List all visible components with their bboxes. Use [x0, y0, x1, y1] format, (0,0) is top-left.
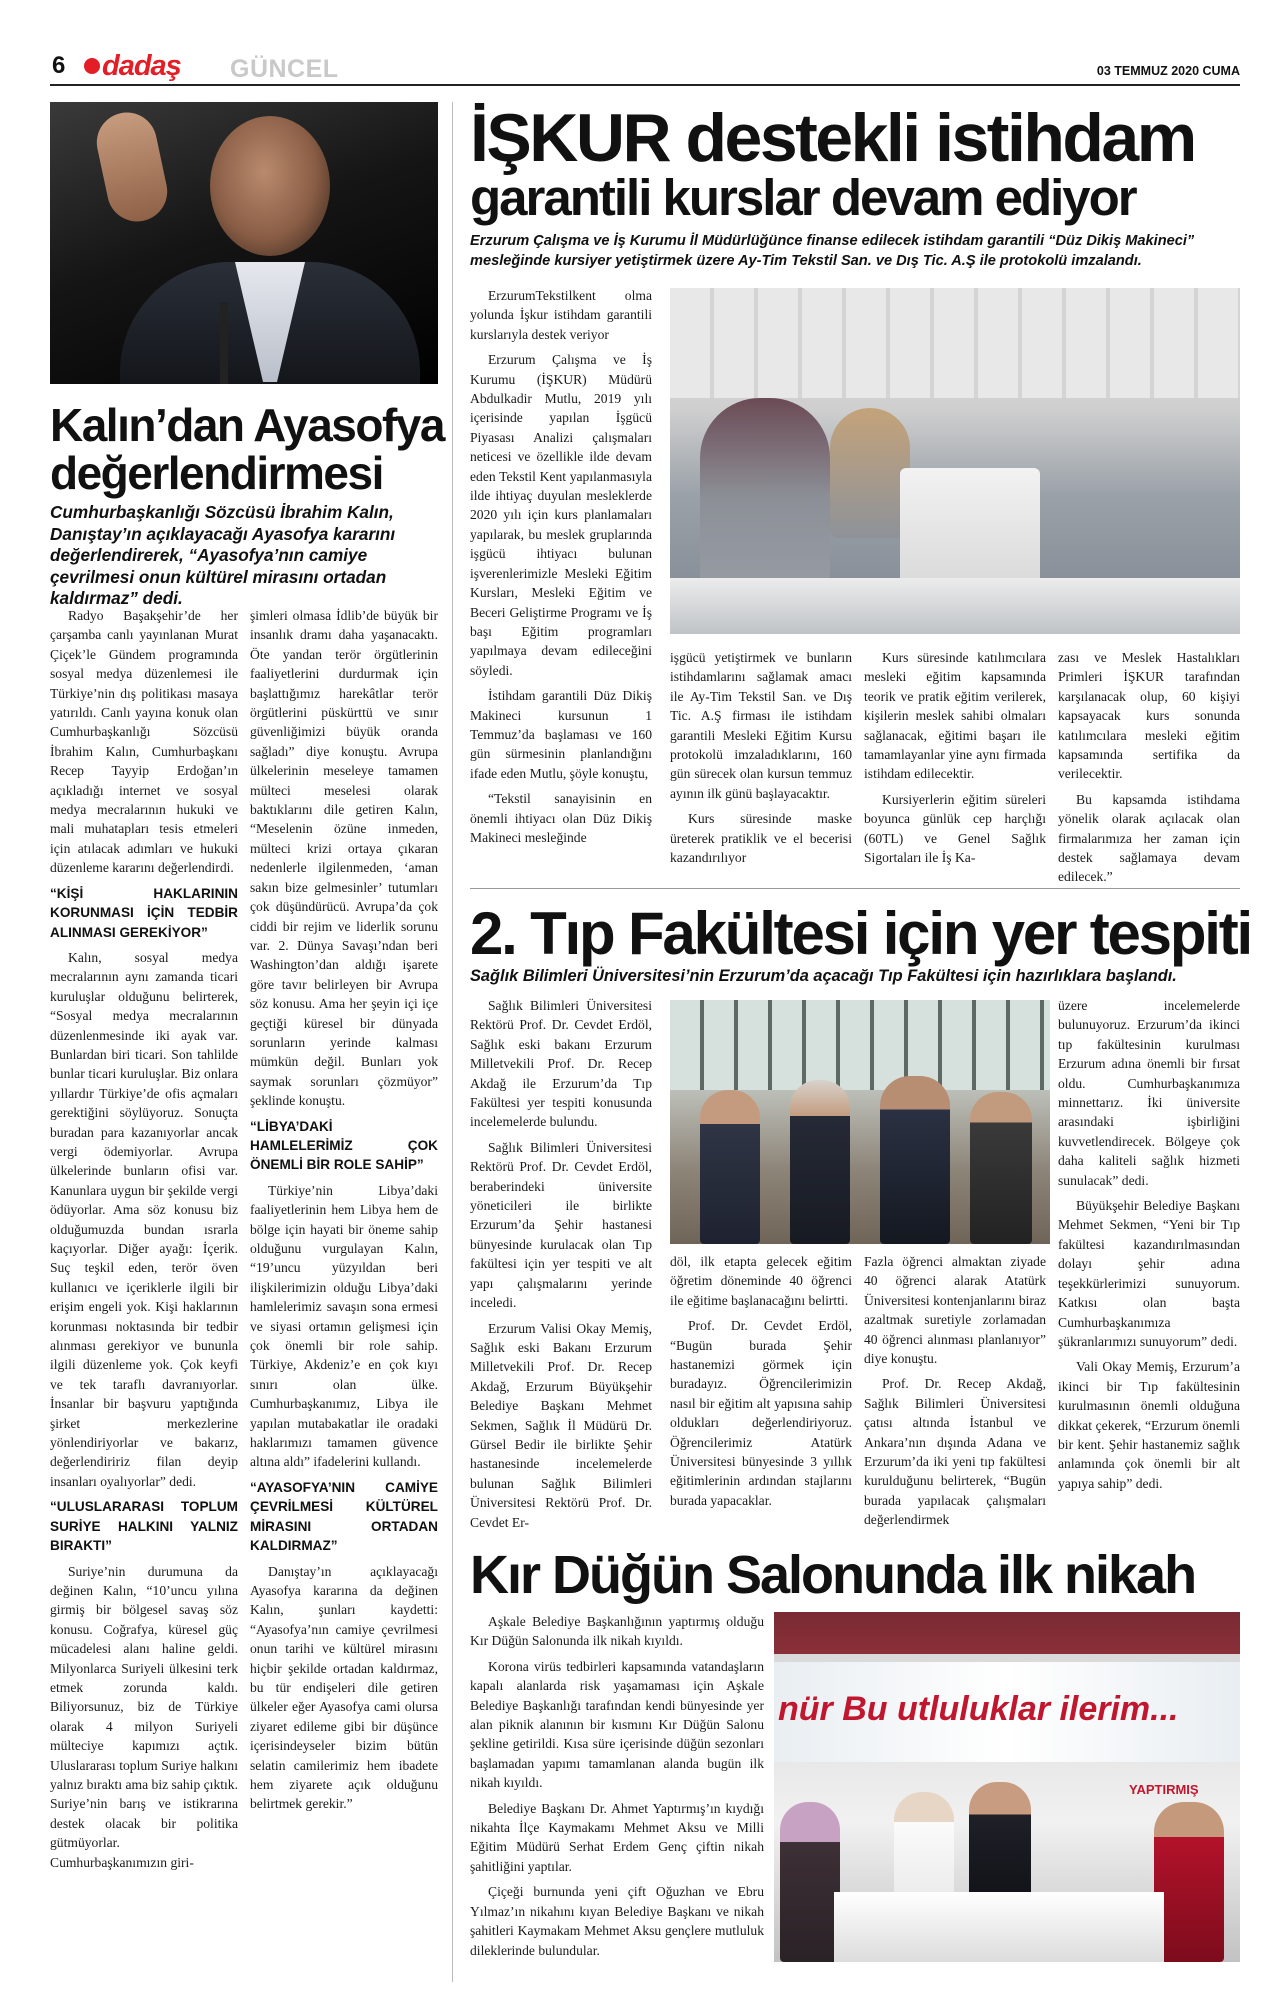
tip-paragraph: Sağlık Bilimleri Üniversitesi Rektörü Prof. Dr. Cevdet Erdöl, beraberindeki üniversite yöneticileri ile birlikte Erzurum’da Şehir hastanesi bünyesinde kurulacak olan Tıp fakültesi için yer tespiti ve alt yapı çalışmalarını yerinde inceledi. — [470, 1139, 652, 1311]
kalin-title-line1: Kalın’dan Ayasofya — [50, 399, 444, 451]
iskur-deck: Erzurum Çalışma ve İş Kurumu İl Müdürlüğünce finanse edilecek istihdam garantili “Düz Dikiş Makineci” mesleğinde kursiyer yetiştirmek üzere Ay-Tim Tekstil San. ve Dış Tic. A.Ş ile protokolü imzalandı. — [470, 233, 1195, 269]
tip-column-2 — [670, 1252, 852, 1510]
kalin-paragraph: Suriye’nin durumuna da değinen Kalın, “10’uncu yılına girmiş bir bölgesel savaş söz konusu. Coğrafya, küresel güç mücadelesi alanı haline geldi. Milyonlarca Suriyeli ülkesini terk etmek zorunda kaldı. Biliyorsunuz, biz de Türkiye olarak 4 milyon Suriyeli mülteciye kapımızı açtık. Uluslararası toplum Suriye halkını yalnız bıraktı ama biz sahip çıktık. Suriye’nin barış ve istikrarına destek olacak bir politika gütmüyorlar. Cumhurbaşkanımızın giri- — [50, 1563, 238, 1870]
brand-logo — [84, 49, 181, 82]
photo-head — [210, 116, 330, 256]
kalin-deck: Cumhurbaşkanlığı Sözcüsü İbrahim Kalın, Danıştay’ın açıklayacağı Ayasofya kararını değerlendirerek, “Ayasofya’nın camiye çevrilmesi onun kültürel mirasını ortadan kaldırmaz” dedi. — [50, 502, 396, 608]
brand-name: dadaş — [102, 49, 181, 82]
section-rule — [470, 888, 1240, 889]
photo-ceiling — [670, 288, 1240, 398]
kalin-column-2 — [250, 606, 438, 1814]
page-number: 6 — [52, 52, 66, 79]
kalin-subheading: “KİŞİ HAKLARININ KORUNMASI İÇİN TEDBİR ALINMASI GEREKİYOR” — [50, 885, 238, 940]
brand-star-icon — [84, 58, 100, 74]
iskur-paragraph: Kurs süresinde maske üreterek pratiklik ve el becerisi kazandırılıyor — [670, 811, 852, 866]
tip-paragraph: üzere incelemelerde bulunuyoruz. Erzurum’da ikinci tıp fakültesinin kurulması Erzurum adına önemli bir fırsat oldu. Cumhurbaşkanımıza minnettarız. İki üniversite arasındaki işbirliğini kuvvetlendirecek. Bölgeye çok daha kaliteli sağlık hizmeti sunulacak” dedi. — [1058, 998, 1240, 1188]
kir-paragraph: Çiçeği burnunda yeni çift Oğuzhan ve Ebru Yılmaz’ın nikahını kıyan Belediye Başkanı ve nikah şahitleri Kaymakam Mehmet Aksu gençlere mutluluk dileklerinde bulundular. — [470, 1884, 764, 1958]
photo-worker-2 — [830, 408, 910, 538]
photo-microphone — [220, 302, 228, 384]
kir-paragraph: Korona virüs tedbirleri kapsamında vatandaşların kapalı alanlarda risk yaşamaması için Aşkale Belediye Başkanlığı tarafından kendi bünyesinde yer alan piknik alanının bir kısmını Kır Düğün Salonu şekline getirildi. Kısa süre içerisinde düğün sezonları başlamadan yapımı tamamlanan alanda bugün ilk nikah kıyıldı. — [470, 1658, 764, 1791]
kalin-subheading: “LİBYA’DAKİ HAMLELERİMİZ ÇOK ÖNEMLİ BİR ROLE SAHİP” — [250, 1118, 438, 1173]
photo-person-3 — [880, 1076, 950, 1244]
tip-photo — [670, 1000, 1050, 1244]
photo-hand — [91, 107, 173, 227]
photo-sewing-machine — [900, 468, 1040, 588]
kalin-photo — [50, 102, 438, 384]
photo-person-4 — [970, 1092, 1032, 1244]
photo-person-2 — [790, 1080, 850, 1244]
iskur-paragraph: işgücü yetiştirmek ve bunların istihdamlarını sağlamak amacı ile Ay-Tim Tekstil San. ve Dış Tic. A.Ş firması ile istihdam garantili Mesleki Eğitim Kursu protokolü imzaladıklarını, 160 gün sürecek olan kursun temmuz ayının ilk günü başlayacaktır. — [670, 650, 852, 801]
iskur-paragraph: İstihdam garantili Düz Dikiş Makineci kursunun 1 Temmuz’da başlaması ve 160 gün sürmesinin planlandığını ifade eden Mutlu, şöyle konuştu, — [470, 688, 652, 781]
header-rule — [50, 84, 1240, 86]
kalin-paragraph: şimleri olmasa İdlib’de büyük bir insanlık dramı daha yaşanacaktı. Öte yandan terör örgütlerinin faaliyetlerini durdurmak için başlattığımız harekâtlar terör örgütlerini püskürttü ve sınır güvenliğimizi büyük oranda sağladı” diye konuştu. Avrupa ülkelerinin meseleye tamamen mülteci meselesi olarak baktıklarını dile getiren Kalın, “Meselenin özüne inmeden, mülteci krizi ortaya çıkaran nedenlerle ilgilenmeden, ‘aman sakın bize gelmesinler’ tutumları çok düşündürücü. Avrupa’da çok ciddi bir rejim ve liderlik sorunu var. 2. Dünya Savaşı’ndan beri Washington’dan aldığı işarete göre tavır belirleyen bir Avrupa söz konusu. Ama her şeyin içi içe geçtiği küresel bir dünyada sorunların yerinde kalması mümkün değil. Bunları yok saymak sorunları çözmüyor” şeklinde konuştu. — [250, 608, 438, 1109]
tip-paragraph: Erzurum Valisi Okay Memiş, Sağlık eski Bakanı Erzurum Milletvekili Prof. Dr. Recep Akdağ, Erzurum Büyükşehir Belediye Başkanı Mehmet Sekmen, Sağlık İl Müdürü Dr. Gürsel Bedir ile birlikte Şehir hastanesinde incelemelerde bulunan Sağlık Bilimleri Üniversitesi Rektörü Prof. Dr. Cevdet Er- — [470, 1320, 652, 1530]
photo-person-1 — [700, 1090, 760, 1244]
kalin-subheading: “AYASOFYA’NIN CAMİYE ÇEVRİLMESİ KÜLTÜREL MİRASINI ORTADAN KALDIRMAZ” — [250, 1479, 438, 1554]
iskur-paragraph: zası ve Meslek Hastalıkları Primleri İŞKUR tarafından karşılanacak olup, 60 kişiyi kapsayacak kurs sonunda katılımcılara mesleki eğitim kapsamında sertifika da verilecektir. — [1058, 650, 1240, 782]
kalin-paragraph: Radyo Başakşehir’de her çarşamba canlı yayınlanan Murat Çiçek’le Gündem programında sosyal medya düzenlemesi ile Türkiye’nin dış politikası masaya yatırıldı. Canlı yayına konuk olan Cumhurbaşkanlığı Sözcüsü İbrahim Kalın, Cumhurbaşkanı Recep Tayyip Erdoğan’ın açıkladığı internet ve sosyal medya mecralarının hukuki ve mali muhatapları tesis etmeleri için atılacak adımları ve hukuki düzenleme kararını değerlendirdi. — [50, 608, 238, 876]
kir-paragraph: Aşkale Belediye Başkanlığının yaptırmış olduğu Kır Düğün Salonunda ilk nikah kıyıldı. — [470, 1614, 764, 1649]
tip-paragraph: Fazla öğrenci almaktan ziyade 40 öğrenci alarak Atatürk Üniversitesi kontenjanlarını biraz azaltmak suretiyle zorlamadan 40 öğrenci alınması planlanıyor” diye konuştu. — [864, 1254, 1046, 1367]
tip-paragraph: Prof. Dr. Recep Akdağ, Sağlık Bilimleri Üniversitesi çatısı altında İstanbul ve Ankara’nın dışında Adana ve Erzurum’da iki yeni tıp fakültesi kurulduğunu belirterek, “Bugün burada yapılacak çalışmaları değerlendirmek — [864, 1376, 1046, 1528]
column-divider — [452, 102, 453, 1982]
photo-guest — [780, 1802, 840, 1962]
kir-photo — [774, 1612, 1240, 1962]
tip-paragraph: Büyükşehir Belediye Başkanı Mehmet Sekmen, “Yeni bir Tıp fakültesi kazandırılmasından dolayı şehir adına teşekkürlerimizi sunuyorum. Katkısı olan başta Cumhurbaşkanımıza şükranlarımızı sunuyorum” dedi. — [1058, 1198, 1240, 1349]
kir-column — [470, 1612, 764, 1960]
issue-date: 03 TEMMUZ 2020 CUMA — [1096, 64, 1240, 78]
iskur-paragraph: “Tekstil sanayisinin en önemli ihtiyacı olan Düz Dikiş Makineci mesleğinde — [470, 791, 652, 845]
tip-column-3 — [864, 1252, 1046, 1530]
photo-official — [1154, 1802, 1224, 1962]
iskur-title-line2: garantili kurslar devam ediyor — [470, 169, 1136, 226]
section-label: GÜNCEL — [230, 55, 339, 83]
photo-windows — [670, 1000, 1050, 1090]
iskur-column-4 — [1058, 648, 1240, 887]
photo-wedding-table — [834, 1892, 1164, 1962]
tip-paragraph: Sağlık Bilimleri Üniversitesi Rektörü Prof. Dr. Cevdet Erdöl, Sağlık eski bakanı Erzurum Milletvekili Prof. Dr. Recep Akdağ ile Erzurum’da Tıp Fakültesi yer tespiti konusunda incelemelerde bulundu. — [470, 998, 652, 1130]
photo-table — [670, 578, 1240, 634]
kalin-title-line2: değerlendirmesi — [50, 447, 383, 499]
tip-paragraph: Prof. Dr. Cevdet Erdöl, “Bugün burada Şehir hastanemizi görmek için buradayız. Öğrencilerimizin nasıl bir eğitim alt yapısına sahip oldukları değerlendiriyoruz. Öğrencilerimiz Atatürk Üniversitesi bünyesinde 3 yıllık eğitimlerinin ardından stajlarını burada yapacaklar. — [670, 1318, 852, 1508]
iskur-title-line1: İŞKUR destekli istihdam — [470, 100, 1195, 176]
iskur-paragraph: Kursiyerlerin eğitim süreleri boyunca günlük cep harçlığı (60TL) ve Genel Sağlık Sigortaları ile İş Ka- — [864, 791, 1046, 866]
kalin-paragraph: Kalın, sosyal medya mecralarının aynı zamanda ticari kuruluşlar olduğunu belirterek, “Sosyal medya mecralarının düzenlenmesinde iki ayak var. Bunlardan biri ticari. Son tahlilde bunlar ticari kuruluşlar. Biz onlara yıllardır Türkiye’de ofis açmaları gerektiğini söylüyoruz. Sonuçta buradan para kazanıyorlar ancak vergi ödemiyorlar. Avrupa ülkelerinde bunların ofisi var. Kanunlara uygun bir şekilde vergi ödüyorlar. Ama söz konusu biz olduğumuzda bundan ısrarla kaçıyorlar. Diğer ayağı: İçerik. Suç teşkil eden, terör öven kullanıcı ve içeriklerle ilgili bir erişim engeli yok. Kişi haklarının korunması noktasında bir tedbir alınması gerekiyor ve bununla ilgili düzenleme yok. Çok keyfi ve tek taraflı davranıyorlar. İnsanlar bir başvuru yaptığında şirket merkezlerine yönlendiriyorlar ve bakarız, değerlendiririz filan deyip insanları oyalıyorlar” dedi. — [50, 949, 238, 1489]
kir-paragraph: Belediye Başkanı Dr. Ahmet Yaptırmış’ın kıydığı nikahta İlçe Kaymakamı Mehmet Aksu ve Milli Eğitim Müdürü Serhat Erdem Genç çiftin nikah şahitliğini yaptılar. — [470, 1800, 764, 1874]
iskur-paragraph: ErzurumTekstilkent olma yolunda İşkur istihdam garantili kurslarıyla destek veriyor — [470, 288, 652, 342]
kalin-subheading: “ULUSLARARASI TOPLUM SURİYE HALKINI YALNIZ BIRAKTI” — [50, 1499, 238, 1554]
iskur-paragraph: Bu kapsamda istihdama yönelik olarak açılacak olan firmalarımıza her zaman için destek sağlamaya devam edilecek.” — [1058, 791, 1240, 885]
iskur-column-3 — [864, 648, 1046, 867]
photo-banner-sign: YAPTIRMIŞ — [1129, 1782, 1199, 1797]
photo-banner-text: nür Bu utluluklar ilerim... — [778, 1690, 1179, 1728]
iskur-column-1 — [470, 286, 652, 847]
kalin-paragraph: Danıştay’ın açıklayacağı Ayasofya kararına da değinen Kalın, şunları kaydetti: “Ayasofya’nın camiye çevrilmesi onun tarihi ve kültürel mirasını hiçbir şekilde ortadan kaldırmaz, bu tür endişeleri dile getiren ülkeler eğer Ayasofya cami olursa ziyaret edileme gibi bir düşünce içerisindeyseler bizim bütün selatin camilerimiz hem ibadete hem ziyarete açık olduğunu belirtmek gerekir.” — [250, 1563, 438, 1812]
tip-title: 2. Tıp Fakültesi için yer tespiti — [470, 900, 1251, 967]
kalin-column-1 — [50, 606, 238, 1872]
tip-column-4 — [1058, 996, 1240, 1493]
tip-paragraph: Vali Okay Memiş, Erzurum’a ikinci bir Tıp fakültesinin kurulmasının önemli olduğuna dikkat çekerek, “Erzurum önemli bir kent. Şehir hastanemiz sağlık anlamında çok önemli bir alt yapıya sahip” dedi. — [1058, 1359, 1240, 1491]
iskur-photo — [670, 288, 1240, 634]
iskur-paragraph: Kurs süresinde katılımcılara mesleki eğitim kapsamında teorik ve pratik eğitim verilerek, kişilerin meslek sahibi olmaları sağlanacak, eğitimi başarı ile tamamlayanlar yine aynı firmada istihdam edilecektir. — [864, 650, 1046, 782]
tip-column-1 — [470, 996, 652, 1532]
iskur-paragraph: Erzurum Çalışma ve İş Kurumu (İŞKUR) Müdürü Abdulkadir Mutlu, 2019 yılı içerisinde yapılan İşgücü Piyasası Analizi çalışmaları neticesi ve özellikle ilde devam eden Tekstil Kent yapılanmasıyla ilde ihtiyaç duyulan mesleklerde 2020 yılı için kurs planlamaları yapılarak, bu meslek gruplarında işgücü ihtiyacı bulunan işverenlerimizle Mesleki Eğitim Kursları, Mesleki Eğitim ve Beceri Geliştirme Programı ve İş başı Eğitim programları yapılmaya devam edileceğini söyledi. — [470, 352, 652, 678]
tip-deck: Sağlık Bilimleri Üniversitesi’nin Erzurum’da açacağı Tıp Fakültesi için hazırlıklara başlandı. — [470, 967, 1177, 985]
iskur-column-2 — [670, 648, 852, 867]
tip-paragraph: döl, ilk etapta gelecek eğitim öğretim döneminde 40 öğrenci ile eğitime başlanacağını belirtti. — [670, 1254, 852, 1308]
kir-title: Kır Düğün Salonunda ilk nikah — [470, 1545, 1196, 1605]
kalin-paragraph: Türkiye’nin Libya’daki faaliyetlerinin hem Libya hem de bölge için hayati bir öneme sahip olduğunu vurgulayan Kalın, “19’uncu yüzyıldan beri ilişkilerimizin olduğu Libya’daki hamlelerimiz savaşın sona ermesi ve siyasi ortamın gelişmesi için çok önemli bir role sahip. Türkiye, Akdeniz’e en çok kıyı sınırı olan ülke. Cumhurbaşkanımız, Libya ile yapılan mutabakatlar ile oradaki haklarımızı tamamen güvence altına aldı” ifadelerini kullandı. — [250, 1182, 438, 1470]
